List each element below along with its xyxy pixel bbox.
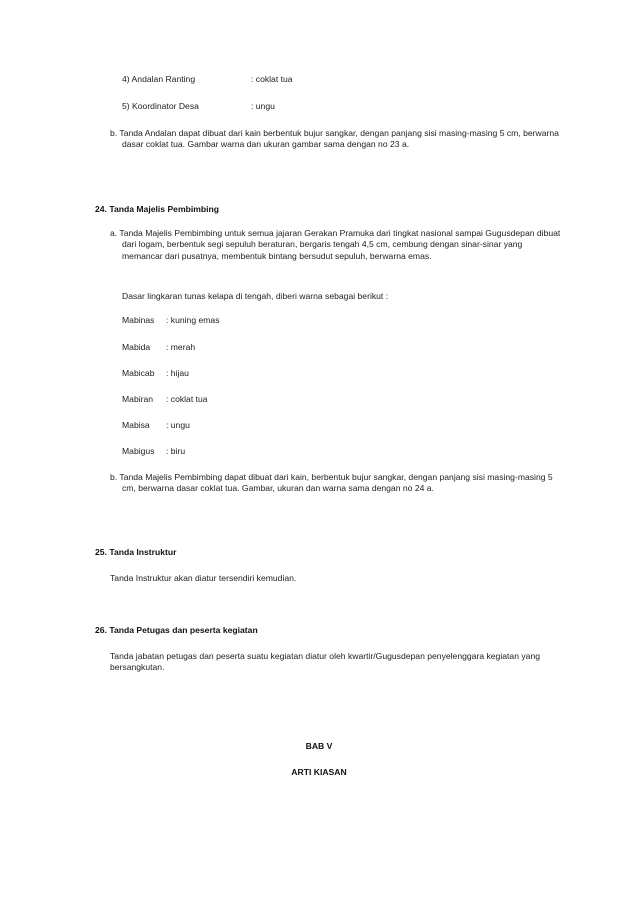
chapter-number: BAB V <box>305 741 333 751</box>
row-koordinator-desa-name: 5) Koordinator Desa <box>122 101 199 111</box>
mabi-color-name: Mabiran <box>122 394 154 404</box>
mabi-color-name: Mabicab <box>122 368 155 378</box>
section-24-intro: Dasar lingkaran tunas kelapa di tengah, diberi warna sebagai berikut : <box>122 291 389 301</box>
mabi-color-value: : hijau <box>166 368 189 378</box>
section-25-heading: 25. Tanda Instruktur <box>95 547 177 557</box>
mabi-color-value: : ungu <box>166 420 190 430</box>
section-24-paragraph-b: b. Tanda Majelis Pembimbing dapat dibuat dari kain, berbentuk bujur sangkar, dengan panjang sisi masing-masing 5 cm, berwarna dasar coklat tua. Gambar, ukuran dan warna sama dengan no 24 a. <box>110 472 553 494</box>
section-24-paragraph-a: a. Tanda Majelis Pembimbing untuk semua jajaran Gerakan Pramuka dari tingkat nasional sampai Gugusdepan dibuat dari logam, berbentuk segi sepuluh beraturan, bergaris tengah 4,5 cm, cembung dengan sinar-sinar yang memancar dari pusatnya, membentuk bintang bersudut sepuluh, berwarna emas. <box>110 228 561 261</box>
section-26-heading: 26. Tanda Petugas dan peserta kegiatan <box>95 625 258 635</box>
section-24-heading: 24. Tanda Majelis Pembimbing <box>95 204 220 214</box>
paragraph-b-andalan: b. Tanda Andalan dapat dibuat dari kain berbentuk bujur sangkar, dengan panjang sisi masing-masing 5 cm, berwarna dasar coklat tua. Gambar warna dan ukuran gambar sama dengan no 23 a. <box>110 128 559 150</box>
mabi-color-value: : biru <box>166 446 186 456</box>
mabi-color-name: Mabisa <box>122 420 150 430</box>
mabi-color-name: Mabinas <box>122 315 155 325</box>
chapter-title: ARTI KIASAN <box>291 767 347 777</box>
mabi-color-value: : merah <box>166 342 196 352</box>
row-koordinator-desa-value: : ungu <box>251 101 275 111</box>
mabi-color-name: Mabida <box>122 342 151 352</box>
mabi-color-value: : kuning emas <box>166 315 220 325</box>
mabi-color-value: : coklat tua <box>166 394 208 404</box>
section-25-text: Tanda Instruktur akan diatur tersendiri kemudian. <box>110 573 297 583</box>
row-andalan-ranting-value: : coklat tua <box>251 74 293 84</box>
mabi-color-name: Mabigus <box>122 446 155 456</box>
section-26-text: Tanda jabatan petugas dan peserta suatu kegiatan diatur oleh kwartir/Gugusdepan penyelenggara kegiatan yang bersangkutan. <box>110 651 540 673</box>
row-andalan-ranting-name: 4) Andalan Ranting <box>122 74 196 84</box>
